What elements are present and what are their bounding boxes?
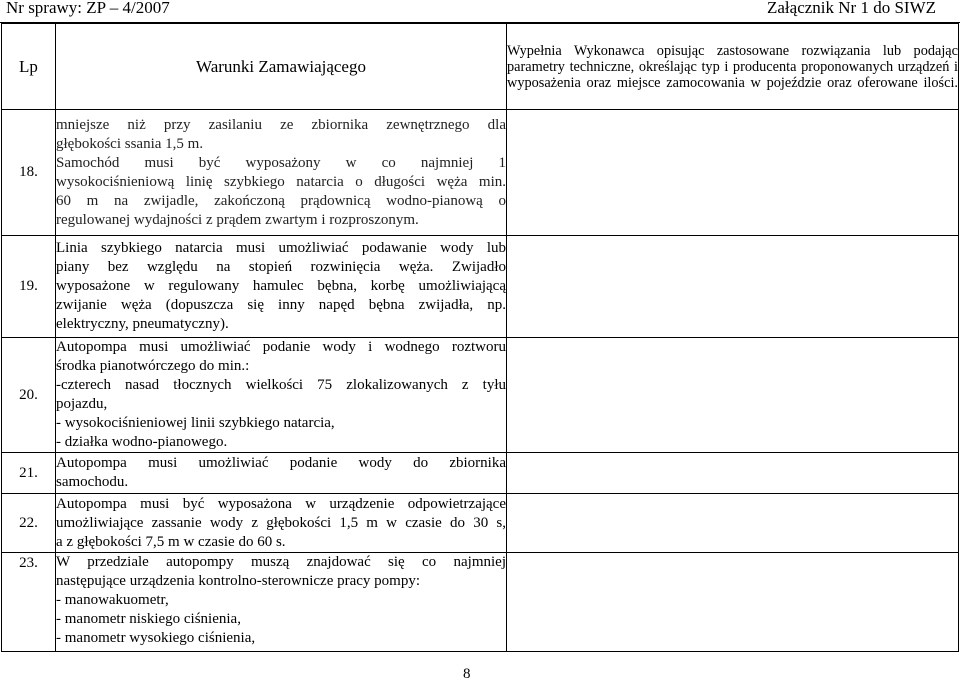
- row-number: 23.: [2, 553, 56, 652]
- text-line: regulowanej wydajności z prądem zwartym i rozproszonym.: [56, 211, 419, 228]
- text-line: następujące urządzenia kontrolno-sterownicze pracy pompy:: [56, 573, 421, 589]
- text-line: piany bez względu na stopień rozwinięcia węża. Zwijadło: [56, 259, 506, 275]
- text-line: Autopompa musi umożliwiać podanie wody do zbiornika: [56, 455, 506, 471]
- row-number: 21.: [2, 453, 56, 494]
- row-text: [56, 553, 507, 652]
- text-line: - manowakuometr,: [56, 592, 169, 608]
- warunki-header: Warunki Zamawiającego: [56, 24, 507, 110]
- text-line: - manometr wysokiego ciśnienia,: [56, 630, 256, 646]
- table-row: [2, 236, 959, 338]
- text-line: pojazdu,: [56, 396, 108, 412]
- row-text: [56, 110, 507, 236]
- table-row: [2, 494, 959, 553]
- row-text: [56, 494, 507, 553]
- text-line: - manometr niskiego ciśnienia,: [56, 611, 241, 627]
- text-line: samochodu.: [56, 474, 129, 490]
- row-number: 19.: [2, 236, 56, 338]
- text-line: - działka wodno-pianowego.: [56, 434, 228, 450]
- text-line: a z głębokości 7,5 m w czasie do 60 s.: [56, 533, 286, 550]
- response-cell[interactable]: [507, 553, 959, 652]
- wypelnia-header: Wypełnia Wykonawca opisując zastosowane rozwiązania lub podając parametry techniczne, określając typ i producenta proponowanych urządzeń i wyposażenia oraz miejsce zamocowania w pojeździe oraz oferowane ilości.: [507, 24, 959, 110]
- case-number: Nr sprawy: ZP – 4/2007: [6, 0, 170, 17]
- text-line: W przedziale autopompy muszą znajdować się co najmniej: [56, 554, 506, 570]
- text-line: wysokociśnieniową linię szybkiego natarcia o długości węża min.: [56, 173, 506, 190]
- text-line: wyposażone w regulowany hamulec bębna, korbę umożliwiającą: [56, 278, 506, 294]
- page-number: 8: [463, 666, 471, 682]
- response-cell[interactable]: [507, 453, 959, 494]
- text-line: 60 m na zwijadle, zakończoną prądownicą wodno-pianową o: [56, 192, 506, 209]
- row-text: [56, 453, 507, 494]
- text-line: Samochód musi być wyposażony w co najmniej 1: [56, 154, 506, 171]
- table-row: [2, 553, 959, 652]
- response-cell[interactable]: [507, 494, 959, 553]
- requirements-table: [1, 23, 959, 652]
- text-line: umożliwiające zassanie wody z głębokości 1,5 m w czasie do 30 s,: [56, 514, 506, 531]
- row-number: 18.: [2, 110, 56, 236]
- row-number: 22.: [2, 494, 56, 553]
- text-line: zwijanie węża (dopuszcza się inny napęd bębna zwijadła, np.: [56, 297, 506, 313]
- table-header-row: [2, 24, 959, 110]
- response-cell[interactable]: [507, 338, 959, 453]
- text-line: Autopompa musi być wyposażona w urządzenie odpowietrzające: [56, 495, 506, 512]
- text-line: środka pianotwórczego do min.:: [56, 358, 250, 374]
- attachment-label: Załącznik Nr 1 do SIWZ: [767, 0, 936, 17]
- text-line: mniejsze niż przy zasilaniu ze zbiornika zewnętrznego dla: [56, 116, 506, 133]
- text-line: - wysokociśnieniowej linii szybkiego natarcia,: [56, 415, 335, 431]
- response-cell[interactable]: [507, 236, 959, 338]
- row-text: [56, 236, 507, 338]
- text-line: elektryczny, pneumatyczny).: [56, 316, 229, 332]
- text-line: Autopompa musi umożliwiać podanie wody i wodnego roztworu: [56, 339, 506, 355]
- table-row: [2, 338, 959, 453]
- lp-header: Lp: [2, 24, 56, 110]
- table-row: [2, 110, 959, 236]
- response-cell[interactable]: [507, 110, 959, 236]
- text-line: -czterech nasad tłocznych wielkości 75 zlokalizowanych z tyłu: [56, 377, 506, 393]
- row-number: 20.: [2, 338, 56, 453]
- table-row: [2, 453, 959, 494]
- row-text: [56, 338, 507, 453]
- text-line: Linia szybkiego natarcia musi umożliwiać podawanie wody lub: [56, 240, 506, 256]
- text-line: głębokości ssania 1,5 m.: [56, 135, 204, 152]
